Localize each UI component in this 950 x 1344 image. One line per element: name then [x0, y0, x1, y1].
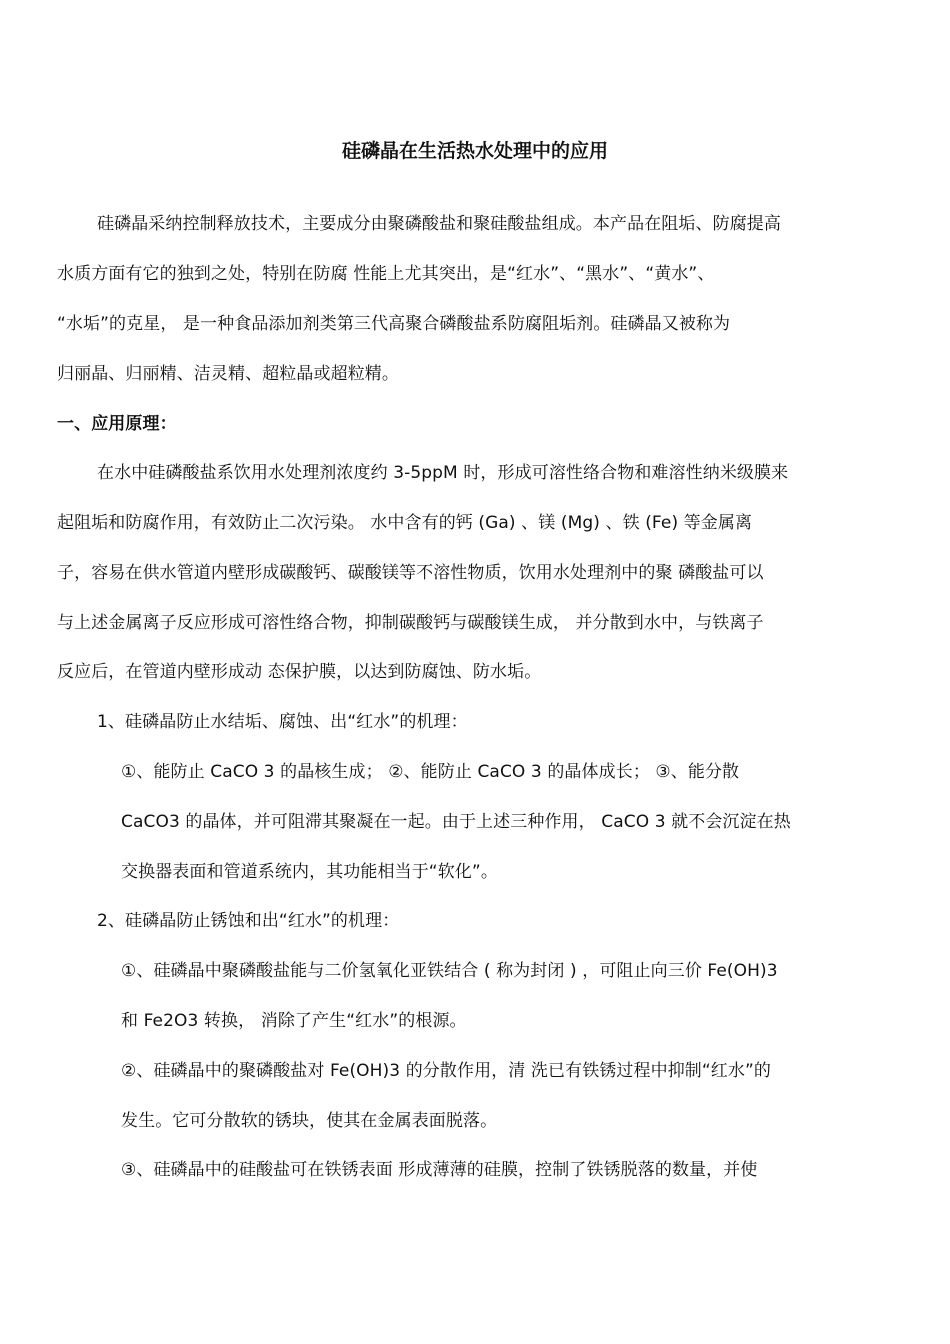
item-1-line-3: 交换器表面和管道系统内，其功能相当于“软化”。 [121, 862, 498, 882]
item-2-line-1: ①、硅磷晶中聚磷酸盐能与二价氢氧化亚铁结合 ( 称为封闭 ) ，可阻止向三价 Fe(OH)3 [121, 961, 778, 981]
item-1-line-2: CaCO3 的晶体，并可阻滞其聚凝在一起。由于上述三种作用， CaCO 3 就不会沉淀在热 [121, 812, 791, 832]
intro-line-2: 水质方面有它的独到之处，特别在防腐 性能上尤其突出，是“红水”、“黑水”、“黄水”、 [57, 264, 715, 284]
item-1-line-1: ①、能防止 CaCO 3 的晶核生成； ②、能防止 CaCO 3 的晶体成长； ③、能分散 [121, 762, 740, 782]
item-2-line-3: ②、硅磷晶中的聚磷酸盐对 Fe(OH)3 的分散作用，清 洗已有铁锈过程中抑制“红水”的 [121, 1061, 772, 1081]
item-2-line-5: ③、硅磷晶中的硅酸盐可在铁锈表面 形成薄薄的硅膜，控制了铁锈脱落的数量，并使 [121, 1160, 758, 1180]
document-title: 硅磷晶在生活热水处理中的应用 [341, 140, 608, 162]
section-heading: 一、应用原理： [57, 414, 177, 434]
principle-line-3: 子，容易在供水管道内壁形成碳酸钙、碳酸镁等不溶性物质，饮用水处理剂中的聚 磷酸盐可以 [57, 563, 764, 583]
intro-line-4: 归丽晶、归丽精、洁灵精、超粒晶或超粒精。 [57, 364, 399, 384]
item-2-line-2: 和 Fe2O3 转换， 消除了产生“红水”的根源。 [121, 1011, 467, 1031]
principle-line-4: 与上述金属离子反应形成可溶性络合物，抑制碳酸钙与碳酸镁生成， 并分散到水中，与铁离子 [57, 613, 764, 633]
principle-line-1: 在水中硅磷酸盐系饮用水处理剂浓度约 3-5ppM 时，形成可溶性络合物和难溶性纳米级膜来 [97, 463, 789, 483]
item-2-heading: 2、硅磷晶防止锈蚀和出“红水”的机理： [97, 911, 400, 931]
item-1-heading: 1、硅磷晶防止水结垢、腐蚀、出“红水”的机理： [97, 712, 468, 732]
intro-line-1: 硅磷晶采纳控制释放技术，主要成分由聚磷酸盐和聚硅酸盐组成。本产品在阻垢、防腐提高 [97, 214, 781, 234]
principle-line-5: 反应后，在管道内壁形成动 态保护膜，以达到防腐蚀、防水垢。 [57, 662, 542, 682]
item-2-line-4: 发生。它可分散软的锈块，使其在金属表面脱落。 [121, 1111, 498, 1131]
principle-line-2: 起阻垢和防腐作用，有效防止二次污染。 水中含有的钙 (Ga) 、镁 (Mg) 、铁 (Fe) 等金属离 [57, 513, 753, 533]
intro-line-3: “水垢”的克星， 是一种食品添加剂类第三代高聚合磷酸盐系防腐阻垢剂。硅磷晶又被称为 [57, 314, 731, 334]
